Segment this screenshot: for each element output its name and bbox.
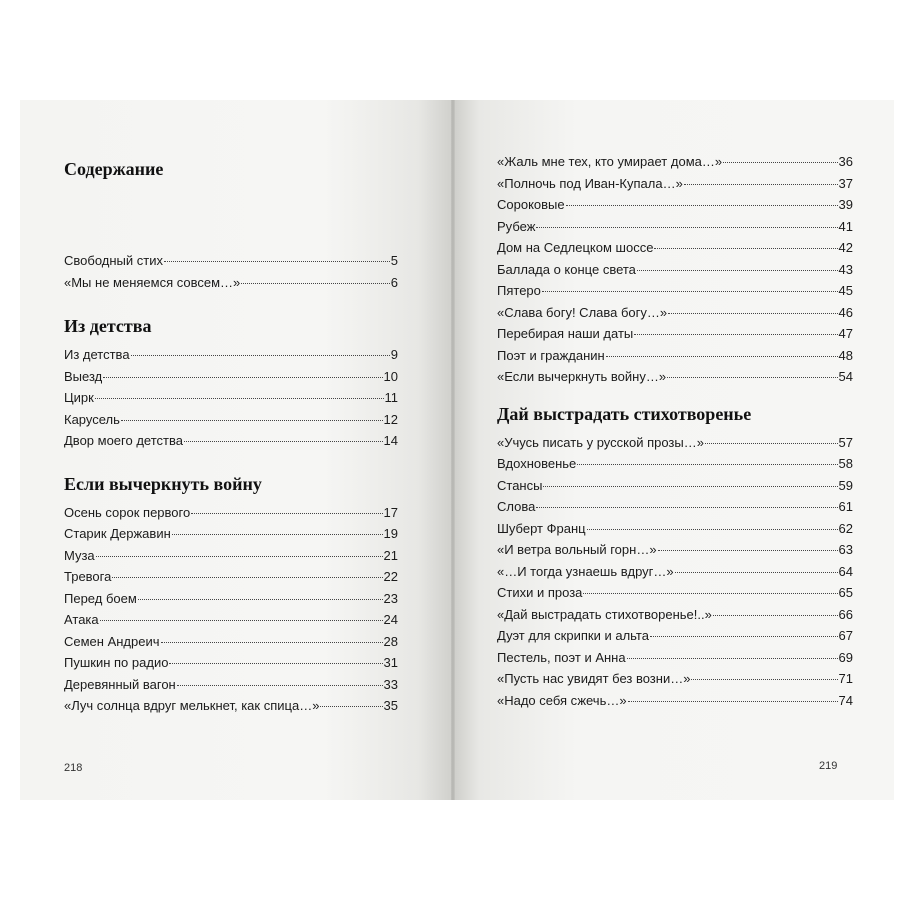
dot-leader bbox=[668, 313, 837, 314]
toc-entry-page: 59 bbox=[838, 477, 853, 493]
dot-leader bbox=[637, 270, 838, 271]
book-gutter bbox=[451, 100, 455, 800]
toc-entry bbox=[497, 194, 853, 216]
toc-entry-page: 47 bbox=[838, 326, 853, 341]
toc-entry-title: Пятеро bbox=[497, 283, 541, 298]
dot-leader bbox=[577, 464, 837, 465]
toc-entry-title: Стихи и проза bbox=[497, 585, 583, 600]
toc-entry-page: 62 bbox=[838, 520, 853, 536]
dot-leader bbox=[628, 701, 838, 702]
toc-entry-page: 12 bbox=[383, 411, 398, 427]
toc-entry bbox=[497, 496, 853, 518]
dot-leader bbox=[241, 283, 389, 284]
dot-leader bbox=[723, 162, 837, 163]
toc-entry bbox=[497, 604, 853, 626]
toc-entry-page: 10 bbox=[383, 368, 398, 384]
dot-leader bbox=[713, 615, 838, 616]
dot-leader bbox=[650, 636, 838, 637]
toc-entry-title: «Жаль мне тех, кто умирает дома…» bbox=[497, 154, 723, 169]
toc-entry-page: 39 bbox=[838, 197, 853, 212]
toc-entry bbox=[64, 366, 398, 388]
dot-leader bbox=[112, 577, 382, 578]
section-heading: Дай выстрадать стихотворенье bbox=[497, 403, 752, 424]
toc-entry-page: 57 bbox=[838, 434, 853, 450]
section-heading: Если вычеркнуть войну bbox=[64, 473, 262, 494]
toc-entry bbox=[497, 237, 853, 259]
toc-entry-page: 36 bbox=[838, 154, 853, 169]
toc-entry-page: 28 bbox=[383, 633, 398, 649]
toc-entry-page: 19 bbox=[383, 526, 398, 541]
toc-entry-page: 65 bbox=[838, 585, 853, 600]
toc-entry-title: Деревянный вагон bbox=[64, 676, 176, 692]
toc-entry-title: Перед боем bbox=[64, 590, 137, 606]
dot-leader bbox=[103, 377, 382, 378]
toc-entry-title: «Учусь писать у русской прозы…» bbox=[497, 434, 704, 450]
toc-entry-title: Рубеж bbox=[497, 218, 536, 234]
toc-entry-page: 63 bbox=[838, 542, 853, 557]
toc-entry-title: Баллада о конце света bbox=[497, 261, 636, 277]
toc-entry-title: «Дай выстрадать стихотворенье!..» bbox=[497, 606, 712, 622]
dot-leader bbox=[184, 441, 383, 442]
toc-entry-title: Сороковые bbox=[497, 197, 565, 212]
toc-entry-title: «Полночь под Иван-Купала…» bbox=[497, 175, 683, 191]
toc-entry-title: Слова bbox=[497, 499, 536, 514]
toc-entry-page: 14 bbox=[383, 433, 398, 448]
toc-entry-title: Муза bbox=[64, 547, 95, 563]
toc-entry-page: 48 bbox=[838, 347, 853, 363]
page-title: Содержание bbox=[64, 159, 164, 179]
toc-entry bbox=[497, 259, 853, 281]
toc-entry-page: 23 bbox=[383, 590, 398, 606]
toc-entry-title: Дом на Седлецком шоссе bbox=[497, 240, 654, 255]
dot-leader bbox=[95, 398, 384, 399]
dot-leader bbox=[177, 685, 383, 686]
toc-entry-page: 46 bbox=[838, 304, 853, 320]
toc-entry-page: 43 bbox=[838, 261, 853, 277]
toc-entry-page: 35 bbox=[383, 698, 398, 713]
toc-entry bbox=[497, 582, 853, 604]
dot-leader bbox=[164, 261, 390, 262]
toc-entry bbox=[64, 409, 398, 431]
toc-entry-page: 42 bbox=[838, 240, 853, 255]
dot-leader bbox=[634, 334, 837, 335]
toc-entry bbox=[497, 216, 853, 238]
toc-entry bbox=[64, 344, 398, 366]
dot-leader bbox=[684, 184, 838, 185]
toc-entry-title: Пестель, поэт и Анна bbox=[497, 649, 626, 665]
toc-entry-page: 67 bbox=[838, 628, 853, 643]
toc-entry bbox=[497, 647, 853, 669]
toc-entry bbox=[497, 366, 853, 388]
toc-entry-page: 58 bbox=[838, 456, 853, 471]
toc-entry-page: 64 bbox=[838, 563, 853, 579]
toc-entry-title: «Если вычеркнуть войну…» bbox=[497, 369, 667, 384]
toc-entry-page: 17 bbox=[383, 504, 398, 520]
toc-entry-page: 37 bbox=[838, 175, 853, 191]
toc-entry bbox=[64, 387, 398, 409]
toc-entry-title: Перебирая наши даты bbox=[497, 326, 634, 341]
toc-entry bbox=[497, 690, 853, 712]
dot-leader bbox=[169, 663, 382, 664]
dot-leader bbox=[667, 377, 837, 378]
toc-entry-page: 21 bbox=[383, 547, 398, 563]
toc-entry-page: 45 bbox=[838, 283, 853, 298]
toc-entry bbox=[64, 545, 398, 567]
toc-entry-page: 22 bbox=[383, 569, 398, 584]
toc-entry bbox=[497, 280, 853, 302]
toc-entry-title: «И ветра вольный горн…» bbox=[497, 542, 657, 557]
toc-entry bbox=[497, 453, 853, 475]
toc-entry-page: 5 bbox=[390, 253, 398, 268]
dot-leader bbox=[658, 550, 838, 551]
dot-leader bbox=[583, 593, 837, 594]
toc-entry-title: Вдохновенье bbox=[497, 456, 577, 471]
toc-entry-title: Старик Державин bbox=[64, 526, 171, 541]
right-toc-column bbox=[497, 151, 853, 711]
toc-entry bbox=[64, 609, 398, 631]
dot-leader bbox=[542, 291, 838, 292]
toc-entry bbox=[497, 625, 853, 647]
dot-leader bbox=[172, 534, 383, 535]
dot-leader bbox=[96, 556, 383, 557]
toc-entry bbox=[64, 588, 398, 610]
page-number: 218 bbox=[64, 762, 83, 774]
toc-entry bbox=[64, 502, 398, 524]
toc-entry-page: 9 bbox=[390, 347, 398, 362]
dot-leader bbox=[536, 227, 837, 228]
dot-leader bbox=[627, 658, 838, 659]
toc-entry bbox=[64, 652, 398, 674]
dot-leader bbox=[691, 679, 837, 680]
toc-entry-title: Поэт и гражданин bbox=[497, 347, 605, 363]
toc-entry bbox=[497, 173, 853, 195]
toc-entry-title: Цирк bbox=[64, 390, 94, 405]
dot-leader bbox=[191, 513, 382, 514]
toc-entry-page: 24 bbox=[383, 612, 398, 627]
dot-leader bbox=[161, 642, 383, 643]
toc-entry-title: «Мы не меняемся совсем…» bbox=[64, 274, 241, 290]
dot-leader bbox=[705, 443, 838, 444]
toc-entry-title: Тревога bbox=[64, 569, 112, 584]
toc-entry-page: 61 bbox=[838, 499, 853, 514]
toc-entry bbox=[64, 250, 398, 272]
toc-entry-title: Из детства bbox=[64, 347, 130, 362]
toc-entry bbox=[64, 631, 398, 653]
page-number: 219 bbox=[819, 760, 838, 772]
toc-entry bbox=[497, 432, 853, 454]
toc-entry-title: «Луч солнца вдруг мелькнет, как спица…» bbox=[64, 698, 320, 713]
dot-leader bbox=[543, 486, 837, 487]
dot-leader bbox=[654, 248, 837, 249]
toc-entry-title: «…И тогда узнаешь вдруг…» bbox=[497, 563, 674, 579]
dot-leader bbox=[320, 706, 382, 707]
toc-entry-page: 54 bbox=[838, 369, 853, 384]
left-toc-column bbox=[64, 154, 398, 717]
toc-entry bbox=[497, 345, 853, 367]
toc-entry-title: Атака bbox=[64, 612, 99, 627]
toc-entry-title: «Пусть нас увидят без возни…» bbox=[497, 671, 691, 686]
dot-leader bbox=[121, 420, 383, 421]
toc-entry-page: 31 bbox=[383, 655, 398, 670]
book-spread bbox=[20, 100, 894, 800]
toc-entry-title: Дуэт для скрипки и альта bbox=[497, 628, 649, 643]
toc-entry-page: 6 bbox=[390, 274, 398, 290]
toc-entry-title: Двор моего детства bbox=[64, 433, 183, 448]
toc-entry-title: Осень сорок первого bbox=[64, 504, 191, 520]
toc-entry-title: «Надо себя сжечь…» bbox=[497, 692, 627, 708]
dot-leader bbox=[536, 507, 837, 508]
dot-leader bbox=[606, 356, 838, 357]
toc-entry-title: Карусель bbox=[64, 411, 120, 427]
dot-leader bbox=[131, 355, 390, 356]
dot-leader bbox=[138, 599, 383, 600]
toc-entry-title: Стансы bbox=[497, 477, 543, 493]
toc-entry bbox=[64, 566, 398, 588]
toc-entry-page: 11 bbox=[384, 390, 398, 405]
toc-entry-title: «Слава богу! Слава богу…» bbox=[497, 304, 668, 320]
toc-entry bbox=[497, 323, 853, 345]
toc-entry-title: Семен Андреич bbox=[64, 633, 160, 649]
dot-leader bbox=[675, 572, 838, 573]
toc-entry-title: Выезд bbox=[64, 368, 103, 384]
dot-leader bbox=[587, 529, 838, 530]
toc-entry-title: Шуберт Франц bbox=[497, 520, 586, 536]
toc-entry bbox=[497, 302, 853, 324]
toc-entry bbox=[64, 695, 398, 717]
dot-leader bbox=[100, 620, 383, 621]
toc-entry-page: 33 bbox=[383, 676, 398, 692]
toc-entry bbox=[497, 151, 853, 173]
toc-entry bbox=[64, 523, 398, 545]
toc-entry-title: Пушкин по радио bbox=[64, 655, 169, 670]
toc-entry bbox=[64, 272, 398, 294]
toc-entry bbox=[497, 518, 853, 540]
toc-entry-page: 74 bbox=[838, 692, 853, 708]
toc-entry bbox=[497, 539, 853, 561]
toc-entry bbox=[497, 668, 853, 690]
toc-entry bbox=[497, 561, 853, 583]
section-heading: Из детства bbox=[64, 316, 152, 336]
toc-entry bbox=[64, 430, 398, 452]
toc-entry-page: 66 bbox=[838, 606, 853, 622]
toc-entry-title: Свободный стих bbox=[64, 253, 163, 268]
toc-entry-page: 69 bbox=[838, 649, 853, 665]
toc-entry-page: 71 bbox=[838, 671, 853, 686]
toc-entry bbox=[497, 475, 853, 497]
toc-entry bbox=[64, 674, 398, 696]
dot-leader bbox=[566, 205, 838, 206]
toc-entry-page: 41 bbox=[838, 218, 853, 234]
